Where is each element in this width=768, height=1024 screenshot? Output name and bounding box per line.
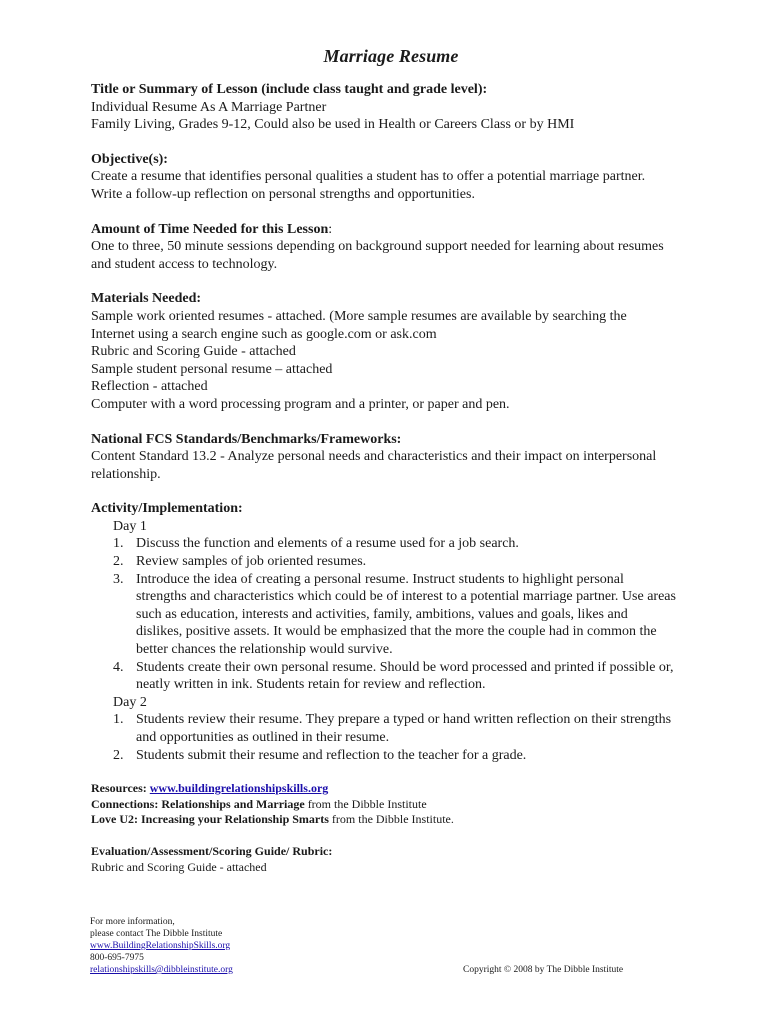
resources-line: Connections: Relationships and Marriage from the Dibble Institute [91,796,427,811]
page-title: Marriage Resume [323,46,459,66]
resources-line [91,781,691,796]
standards-text: Content Standard 13.2 - Analyze personal needs and characteristics and their impact on interpersonal relationship. [91,449,657,482]
objectives-heading: Objective(s): [91,151,168,167]
day-2-list [91,711,691,764]
resources-label: Resources: [91,781,147,796]
materials-section [91,290,691,413]
standards-section [91,431,691,484]
time-heading-line [91,221,691,239]
materials-heading: Materials Needed: [91,291,202,307]
evaluation-heading: Evaluation/Assessment/Scoring Guide/ Rubric: [91,844,333,859]
list-item: 2. Review samples of job oriented resumes. [113,554,367,570]
footer-phone: 800-695-7975 [90,953,144,963]
list-item: 1. Students review their resume. They prepare a typed or hand written reflection on their strengths and opportunities as outlined in their resume. [113,712,672,745]
evaluation-text: Rubric and Scoring Guide - attached [91,859,267,874]
copyright-notice: Copyright © 2008 by The Dibble Institute [463,965,624,975]
summary-section [91,81,691,134]
materials-item: Rubric and Scoring Guide - attached [91,344,296,360]
document-page [91,46,691,892]
time-text: One to three, 50 minute sessions depending on background support needed for learning about resumes and student access to technology. [91,239,664,272]
time-heading-colon: : [328,221,333,237]
footer-line: For more information, [90,917,175,927]
objectives-text: Create a resume that identifies personal qualities a student has to offer a potential marriage partner. Write a follow-up reflection on personal strengths and opportunities. [91,169,646,202]
activity-heading: Activity/Implementation: [91,501,243,517]
footer-contact [90,916,233,976]
list-item: 2. Students submit their resume and reflection to the teacher for a grade. [113,747,527,763]
summary-line: Family Living, Grades 9-12, Could also be used in Health or Careers Class or by HMI [91,117,575,133]
time-heading: Amount of Time Needed for this Lesson [91,221,329,237]
footer-line: please contact The Dibble Institute [90,929,223,939]
standards-heading: National FCS Standards/Benchmarks/Frameworks: [91,431,402,447]
footer-website-link[interactable]: www.BuildingRelationshipSkills.org [90,941,231,951]
list-item: 4. Students create their own personal resume. Should be word processed and printed if possible or, neatly written in ink. Students retain for review and reflection. [113,659,674,693]
resources-line: Love U2: Increasing your Relationship Smarts from the Dibble Institute. [91,812,454,826]
resources-section [91,781,691,827]
summary-line: Individual Resume As A Marriage Partner [91,99,327,115]
list-item: 3. Introduce the idea of creating a personal resume. Instruct students to highlight personal strengths and characteristics which could be of interest to a potential marriage partner. Use areas such as education, interests and activities, family, ambitions, values and goals, likes and dislikes, positive assets. It would be emphasized that the more the couple had in common the better chances the relationship would survive. [113,571,676,658]
day-1-list [91,535,691,693]
day-2-label: Day 2 [113,694,147,710]
time-section [91,221,691,274]
materials-item: Sample work oriented resumes - attached. (More sample resumes are available by searching the Internet using a search engine such as google.com or ask.com [91,308,627,342]
activity-section [91,500,691,764]
resources-link[interactable]: www.buildingrelationshipskills.org [149,781,329,796]
materials-item: Reflection - attached [91,379,208,395]
list-item: 1. Discuss the function and elements of a resume used for a job search. [113,536,519,552]
footer-email-link[interactable]: relationshipskills@dibbleinstitute.org [90,965,233,975]
evaluation-section [91,844,691,875]
materials-item: Sample student personal resume – attached [91,361,333,377]
materials-item: Computer with a word processing program and a printer, or paper and pen. [91,396,510,412]
day-1-label: Day 1 [113,518,147,534]
summary-heading: Title or Summary of Lesson (include class taught and grade level): [91,82,488,97]
objectives-section [91,151,691,204]
